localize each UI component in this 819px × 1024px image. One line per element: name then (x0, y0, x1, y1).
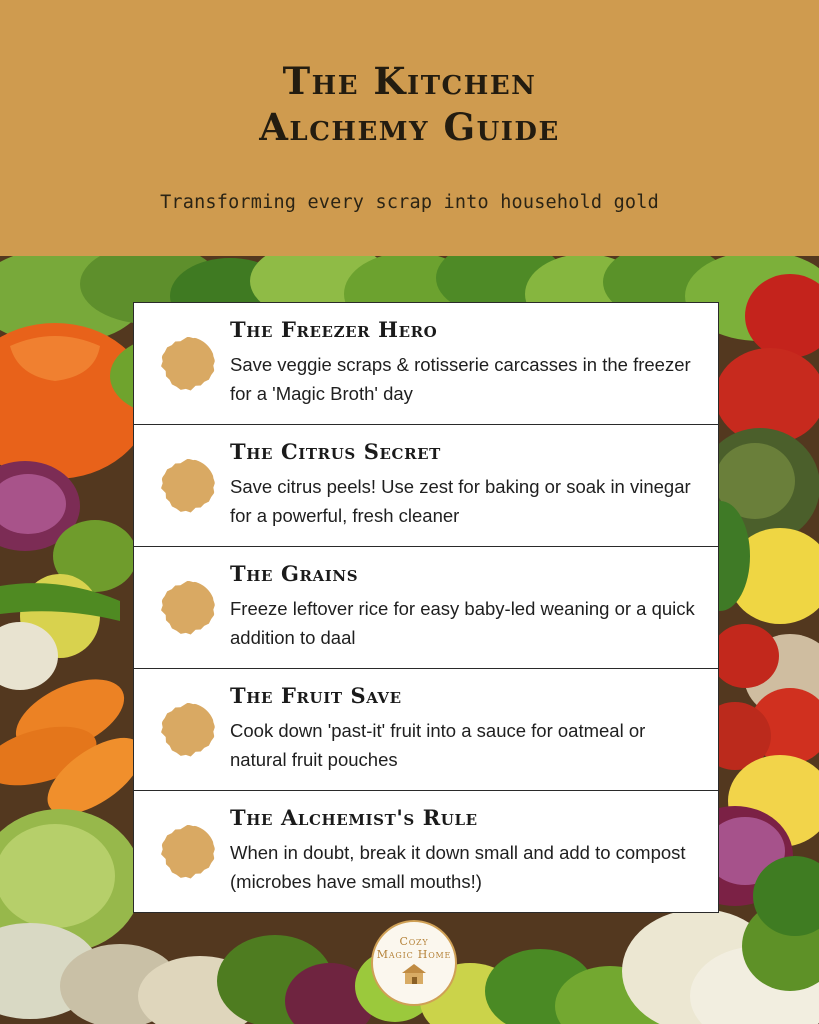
list-item (134, 425, 718, 547)
page-title-line2: Alchemy Guide (259, 105, 560, 149)
tip-title: The Freezer Hero (230, 317, 438, 342)
tip-title: The Fruit Save (230, 683, 402, 708)
tip-text: Save citrus peels! Use zest for baking or soak in vinegar for a powerful, fresh cleaner (230, 476, 691, 526)
tip-title: The Grains (230, 561, 359, 586)
tip-title: The Alchemist's Rule (230, 805, 478, 830)
tip-text: Freeze leftover rice for easy baby-led weaning or a quick addition to daal (230, 598, 695, 648)
scallop-badge-icon (161, 825, 215, 879)
tip-title: The Citrus Secret (230, 439, 441, 464)
tip-text: Cook down 'past-it' fruit into a sauce for oatmeal or natural fruit pouches (230, 720, 646, 770)
tips-card (133, 302, 719, 913)
list-item (134, 791, 718, 912)
house-icon (400, 964, 428, 984)
page-subtitle: Transforming every scrap into household gold (160, 192, 659, 213)
page-title-line1: The Kitchen (282, 59, 537, 103)
scallop-badge-icon (161, 703, 215, 757)
scallop-badge-icon (161, 581, 215, 635)
tip-text: When in doubt, break it down small and add to compost (microbes have small mouths!) (230, 842, 686, 892)
brand-logo (371, 920, 457, 1006)
list-item (134, 547, 718, 669)
brand-logo-line1: Cozy (399, 935, 429, 948)
header-band (0, 0, 819, 256)
scallop-badge-icon (161, 337, 215, 391)
tip-text: Save veggie scraps & rotisserie carcasses in the freezer for a 'Magic Broth' day (230, 354, 691, 404)
brand-logo-line2: Magic Home (376, 948, 452, 961)
page-title (0, 58, 819, 150)
list-item (134, 303, 718, 425)
scallop-badge-icon (161, 459, 215, 513)
list-item (134, 669, 718, 791)
